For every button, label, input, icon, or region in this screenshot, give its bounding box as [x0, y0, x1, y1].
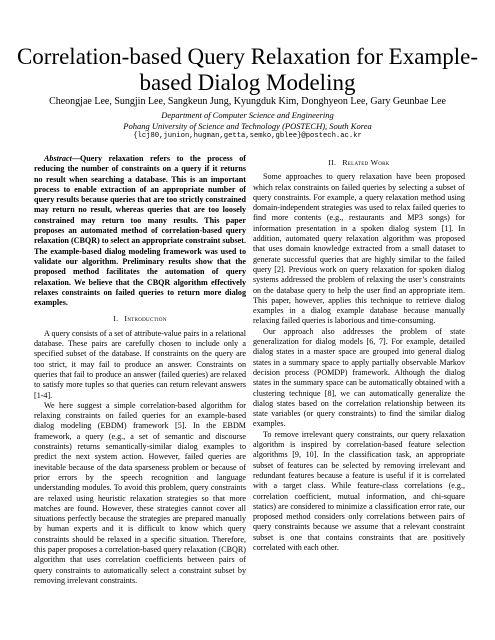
author-emails: {lcj80,junion,hugman,getta,semko,gblee}@postech.ac.kr [133, 132, 362, 140]
section-heading-introduction [34, 314, 246, 324]
left-column [34, 154, 246, 586]
abstract-text: —Query relaxation refers to the process of reducing the number of constraints on a query if it returns no result when searching a database. This is an important process to enable extraction of an appropriate number of query results because queries that are too strictly constrained may return no result, whereas queries that are too loosely constrained may return too many results. This paper proposes an automated method of correlation-based query relaxation (CBQR) to select an appropriate constraint subset. The example-based dialog modeling framework was used to validate our algorithm. Preliminary results show that the proposed method facilitates the automation of query relaxation. We believe that the CBQR algorithm effectively relaxes constraints on failed queries to return more dialog examples. [34, 154, 246, 308]
institution: Pohang University of Science and Technology (POSTECH), South Korea [123, 121, 372, 131]
section-number: I. [113, 314, 119, 324]
section-title: Related Work [342, 158, 390, 167]
related-work-paragraph-1: Some approaches to query relaxation have been proposed which relax constraints on failed queries by selecting a subset of query constraints. For example, a query relaxation method using domain-independent strategies was used to relax failed queries to find more contents (e.g., restaurants and MP3 songs) for information presentation in a spoken dialog system [1]. In addition, automated query relaxation algorithm was proposed that uses domain knowledge extracted from a small dataset to generate successful queries that are highly similar to the failed query [2]. Previous work on query relaxation for spoken dialog systems addressed the problem of relaxing the user’s constraints on the database query to help the user find an appropriate item. This paper, however, applies this technique to retrieve dialog examples in a dialog example database because manually relaxing failed queries is laborious and time-consuming. [253, 172, 465, 326]
intro-paragraph-2: We here suggest a simple correlation-based algorithm for relaxing constraints on failed queries for an example-based dialog modeling (EBDM) framework [5]. In the EBDM framework, a query (e.g., a set of semantic and discourse constraints) returns semantically-similar dialog examples to predict the next system action. However, failed queries are inevitable because of the data sparseness problem or because of prior errors by the speech recognition and language understanding modules. To avoid this problem, query constraints are relaxed using heuristic relaxation strategies so that more matches are found. However, these strategies cannot cover all situations perfectly because the strategies are prepared manually by human experts and it is difficult to know which query constraints should be relaxed in a specific situation. Therefore, this paper proposes a correlation-based query relaxation (CBQR) algorithm that uses correlation coefficients between pairs of query constraints to automatically select a constraint subset by removing irrelevant constraints. [34, 400, 246, 585]
section-title: Introduction [124, 314, 167, 324]
related-work-paragraph-2: Our approach also addresses the problem of state generalization for dialog models [6, 7]. For example, detailed dialog states in a master space are grouped into general dialog states in a summary space to apply partially observable Markov decision process (POMDP) framework. Although the dialog states in the summary space can be automatically obtained with a clustering technique [8], we can automatically generalize the dialog states based on the correlation relationship between its state variables (or query constraints) to find the similar dialog examples. [253, 326, 465, 429]
department: Department of Computer Science and Engineering [161, 110, 334, 120]
section-heading-related-work [253, 158, 465, 168]
section-number: II. [328, 158, 337, 167]
related-work-paragraph-3: To remove irrelevant query constraints, our query relaxation algorithm is inspired by correlation-based feature selection algorithms [9, 10]. In the classification task, an appropriate subset of features can be selected by removing irrelevant and redundant features because a feature is useful if it is correlated with a target class. While feature-class correlations (e.g., correlation coefficient, mutual information, and chi-square statics) are considered to minimize a classification error rate, our proposed method considers only correlations between pairs of query constraints because we assume that a relevant constraint subset is one that contains constraints that are positively correlated with each other. [253, 429, 465, 552]
author-list: Cheongjae Lee, Sungjin Lee, Sangkeun Jung, Kyungduk Kim, Donghyeon Lee, Gary Geunbae Lee [49, 96, 446, 107]
affiliation [0, 110, 495, 132]
right-column [253, 154, 465, 553]
abstract-lead: Abstract [44, 154, 72, 163]
intro-paragraph-1: A query consists of a set of attribute-value pairs in a relational database. These pairs are carefully chosen to include only a specified subset of the database. If constraints on the query are too strict, it may fail to produce an answer. Constraints on queries that fail to produce an answer (failed queries) are relaxed to satisfy more tuples so that queries can return relevant answers [1-4]. [34, 328, 246, 400]
paper-title: Correlation-based Query Relaxation for Example-based Dialog Modeling [16, 44, 479, 95]
abstract [34, 154, 246, 308]
